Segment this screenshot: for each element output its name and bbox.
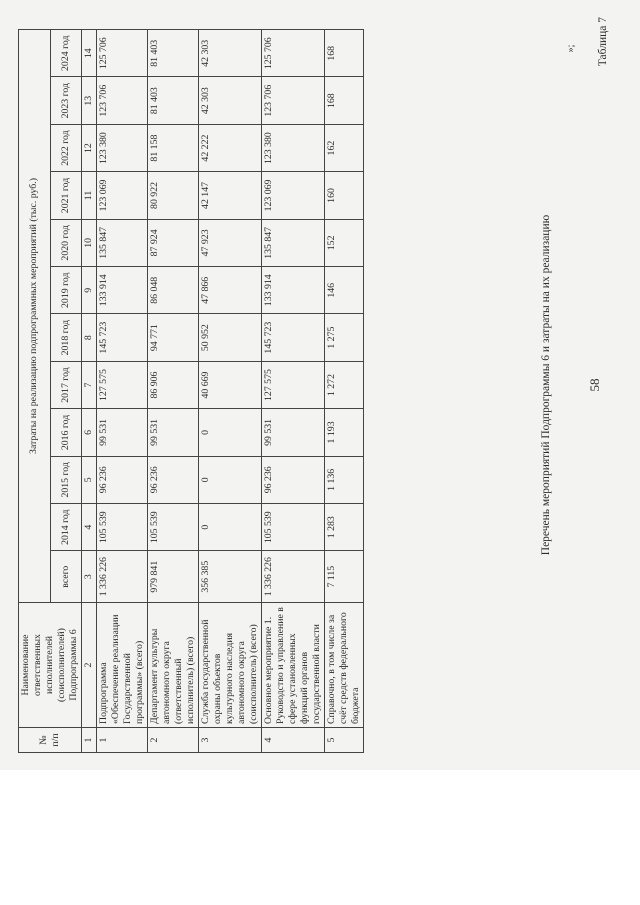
- row-value: 40 669: [199, 361, 262, 408]
- column-number: 3: [82, 551, 97, 603]
- table-row: [325, 30, 364, 753]
- row-value: 125 706: [262, 30, 325, 78]
- document-title: Перечень мероприятий Подпрограммы 6 и затраты на их реализацию: [540, 214, 552, 556]
- row-value: 133 914: [97, 267, 148, 314]
- header-year: 2024 год: [50, 30, 82, 78]
- row-total: 356 385: [199, 551, 262, 603]
- row-value: 94 771: [148, 314, 199, 361]
- row-total: 979 841: [148, 551, 199, 603]
- row-value: 99 531: [97, 409, 148, 456]
- column-number: 8: [82, 314, 97, 361]
- column-number: 12: [82, 124, 97, 171]
- page-number: 58: [587, 378, 602, 392]
- row-number: 5: [325, 728, 364, 753]
- row-name: Подпрограмма «Обеспечение реализации Государственной программы» (всего): [97, 603, 148, 728]
- row-value: 135 847: [97, 219, 148, 266]
- column-number: 4: [82, 504, 97, 551]
- row-value: 47 923: [199, 219, 262, 266]
- column-number: 14: [82, 30, 97, 78]
- row-value: 42 303: [199, 77, 262, 124]
- row-value: 125 706: [97, 30, 148, 78]
- row-value: 50 952: [199, 314, 262, 361]
- row-value: 1 193: [325, 409, 364, 456]
- row-value: 123 069: [262, 172, 325, 219]
- row-value: 168: [325, 77, 364, 124]
- row-value: 96 236: [148, 456, 199, 503]
- column-number: 13: [82, 77, 97, 124]
- row-value: 1 275: [325, 314, 364, 361]
- row-value: 135 847: [262, 219, 325, 266]
- row-value: 127 575: [262, 361, 325, 408]
- row-value: 86 906: [148, 361, 199, 408]
- row-value: 168: [325, 30, 364, 78]
- table-row: [97, 30, 148, 753]
- row-value: 152: [325, 219, 364, 266]
- header-year: 2022 год: [50, 124, 82, 171]
- table-row: [262, 30, 325, 753]
- header-total: всего: [50, 551, 82, 603]
- row-value: 146: [325, 267, 364, 314]
- row-number: 3: [199, 728, 262, 753]
- table-row: [199, 30, 262, 753]
- row-number: 2: [148, 728, 199, 753]
- header-year: 2019 год: [50, 267, 82, 314]
- column-number: 10: [82, 219, 97, 266]
- row-name: Служба государственной охраны объектов культурного наследия автономного округа (соисполнитель) (всего): [199, 603, 262, 728]
- row-total: 1 336 226: [97, 551, 148, 603]
- row-value: 47 866: [199, 267, 262, 314]
- row-value: 123 706: [97, 77, 148, 124]
- column-number: 2: [82, 603, 97, 728]
- row-value: 123 380: [97, 124, 148, 171]
- row-value: 81 158: [148, 124, 199, 171]
- row-value: 42 303: [199, 30, 262, 78]
- header-year: 2021 год: [50, 172, 82, 219]
- table-label: Таблица 7: [597, 17, 609, 67]
- column-number: 9: [82, 267, 97, 314]
- header-year: 2017 год: [50, 361, 82, 408]
- row-value: 0: [199, 409, 262, 456]
- header-year: 2016 год: [50, 409, 82, 456]
- column-number: 11: [82, 172, 97, 219]
- column-number: 1: [82, 728, 97, 753]
- margin-mark: »;: [565, 44, 577, 53]
- row-value: 0: [199, 504, 262, 551]
- row-value: 1 272: [325, 361, 364, 408]
- row-value: 123 706: [262, 77, 325, 124]
- header-year: 2020 год: [50, 219, 82, 266]
- header-year: 2023 год: [50, 77, 82, 124]
- row-value: 87 924: [148, 219, 199, 266]
- row-value: 1 136: [325, 456, 364, 503]
- header-year: 2018 год: [50, 314, 82, 361]
- row-name: Основное мероприятие 1. Руководство и управление в сфере установленных функций органов государственной власти: [262, 603, 325, 728]
- row-value: 42 147: [199, 172, 262, 219]
- row-value: 96 236: [97, 456, 148, 503]
- costs-table: [18, 29, 364, 753]
- row-value: 145 723: [97, 314, 148, 361]
- column-number: 7: [82, 361, 97, 408]
- rotated-document: [10, 5, 640, 765]
- row-value: 96 236: [262, 456, 325, 503]
- table-row: [148, 30, 199, 753]
- row-value: 162: [325, 124, 364, 171]
- row-value: 99 531: [148, 409, 199, 456]
- header-year: 2014 год: [50, 504, 82, 551]
- row-value: 105 539: [148, 504, 199, 551]
- row-name: Справочно, в том числе за счёт средств федерального бюджета: [325, 603, 364, 728]
- row-value: 105 539: [97, 504, 148, 551]
- row-value: 133 914: [262, 267, 325, 314]
- row-value: 0: [199, 456, 262, 503]
- header-costs: Затраты на реализацию подпрограммных мероприятий (тыс. руб.): [19, 30, 51, 603]
- row-value: 145 723: [262, 314, 325, 361]
- row-value: 81 403: [148, 30, 199, 78]
- row-value: 123 380: [262, 124, 325, 171]
- column-number: 6: [82, 409, 97, 456]
- row-number: 4: [262, 728, 325, 753]
- header-name: Наименование ответственных исполнителей (соисполнителей) Подпрограммы 6: [19, 603, 82, 728]
- header-no: № п/п: [19, 728, 82, 753]
- row-total: 7 115: [325, 551, 364, 603]
- row-value: 86 048: [148, 267, 199, 314]
- row-number: 1: [97, 728, 148, 753]
- header-year: 2015 год: [50, 456, 82, 503]
- row-value: 80 922: [148, 172, 199, 219]
- column-number: 5: [82, 456, 97, 503]
- row-value: 160: [325, 172, 364, 219]
- row-total: 1 336 226: [262, 551, 325, 603]
- row-value: 123 069: [97, 172, 148, 219]
- row-value: 105 539: [262, 504, 325, 551]
- row-value: 1 283: [325, 504, 364, 551]
- row-value: 81 403: [148, 77, 199, 124]
- row-value: 99 531: [262, 409, 325, 456]
- row-value: 127 575: [97, 361, 148, 408]
- row-value: 42 222: [199, 124, 262, 171]
- row-name: Департамент культуры автономного округа (ответственный исполнитель) (всего): [148, 603, 199, 728]
